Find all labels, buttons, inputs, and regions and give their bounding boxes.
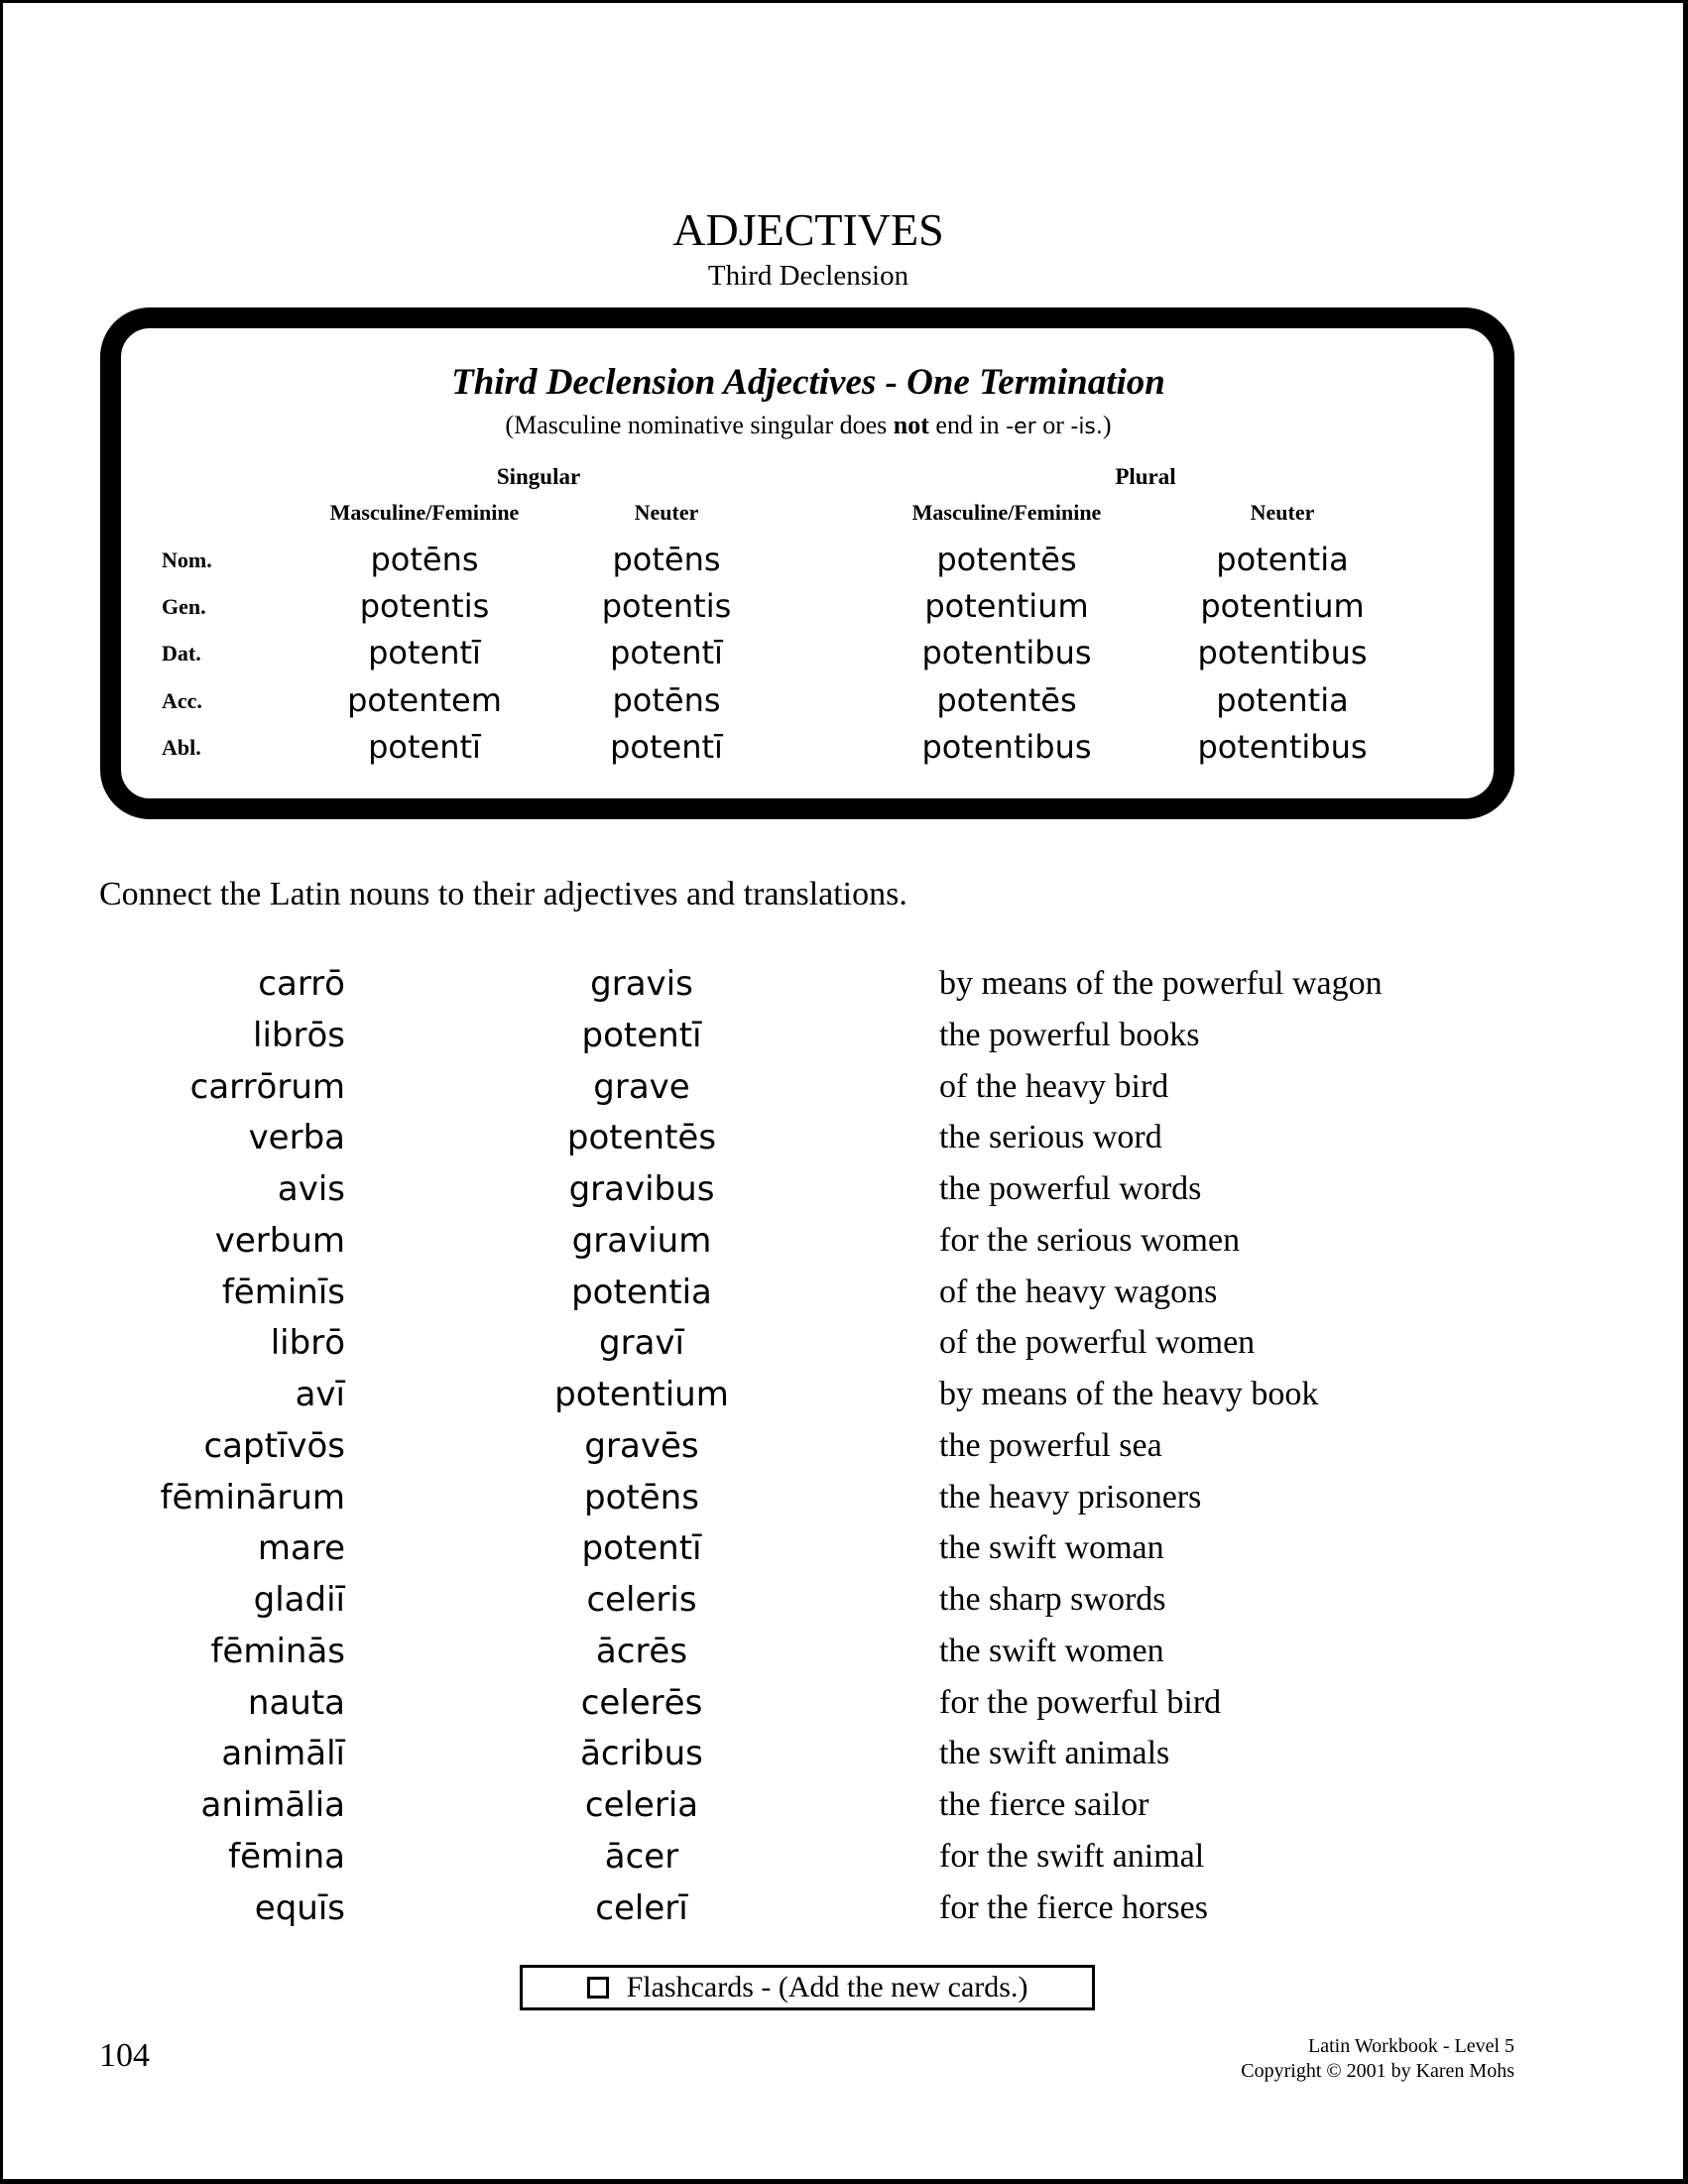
declension-form: potentī	[610, 728, 723, 766]
declension-form: potentibus	[1197, 728, 1368, 766]
page-title: ADJECTIVES	[672, 204, 944, 255]
latin-noun[interactable]: fēminīs	[221, 1273, 345, 1312]
latin-noun[interactable]: verba	[248, 1118, 345, 1157]
english-translation[interactable]: the fierce sailor	[939, 1786, 1149, 1823]
english-translation[interactable]: the swift animals	[939, 1735, 1170, 1771]
flashcards-box[interactable]	[520, 1965, 1095, 2010]
note-prefix: (Masculine nominative singular does	[505, 411, 894, 439]
group-singular: Singular	[496, 464, 581, 489]
declension-form: potēns	[370, 541, 479, 578]
english-translation[interactable]: of the powerful women	[939, 1324, 1256, 1361]
latin-noun[interactable]: avis	[277, 1169, 345, 1209]
latin-noun[interactable]: captīvōs	[203, 1426, 345, 1466]
declension-form: potentia	[1216, 541, 1349, 578]
latin-adjective[interactable]: celerēs	[580, 1683, 703, 1723]
latin-adjective[interactable]: ācribus	[580, 1734, 703, 1773]
latin-adjective[interactable]: ācrēs	[595, 1632, 688, 1671]
english-translation[interactable]: the powerful books	[939, 1017, 1200, 1053]
note-suffix: )	[1102, 411, 1112, 439]
english-translation[interactable]: the powerful words	[939, 1170, 1202, 1207]
english-translation[interactable]: the powerful sea	[939, 1427, 1162, 1464]
column-header: Neuter	[634, 500, 699, 525]
declension-form: potentium	[924, 587, 1089, 625]
english-translation[interactable]: of the heavy bird	[939, 1068, 1169, 1105]
latin-noun[interactable]: nauta	[247, 1683, 345, 1723]
english-translation[interactable]: the swift women	[939, 1633, 1164, 1669]
column-header: Masculine/Feminine	[329, 500, 520, 525]
footer-book-title: Latin Workbook - Level 5	[1308, 2035, 1514, 2057]
english-translation[interactable]: the heavy prisoners	[939, 1479, 1202, 1516]
declension-form: potentī	[368, 728, 481, 766]
latin-adjective[interactable]: potentēs	[566, 1118, 717, 1157]
note-bold: not	[893, 411, 929, 439]
declension-form: potentī	[368, 634, 481, 671]
page-number: 104	[99, 2037, 150, 2074]
declension-form: potentibus	[921, 728, 1092, 766]
latin-adjective[interactable]: potēns	[584, 1478, 699, 1517]
latin-noun[interactable]: verbum	[214, 1221, 345, 1261]
latin-noun[interactable]: mare	[257, 1528, 345, 1568]
declension-form: potentia	[1216, 681, 1349, 719]
latin-adjective[interactable]: celerī	[595, 1888, 688, 1928]
latin-noun[interactable]: fēmina	[228, 1837, 345, 1877]
group-plural: Plural	[1115, 464, 1176, 489]
footer-copyright: Copyright © 2001 by Karen Mohs	[1241, 2060, 1514, 2082]
declension-form: potēns	[612, 681, 721, 719]
latin-adjective[interactable]: gravī	[599, 1323, 684, 1363]
english-translation[interactable]: the swift woman	[939, 1529, 1164, 1566]
latin-adjective[interactable]: gravis	[590, 964, 693, 1004]
note-or: or	[1035, 411, 1071, 439]
declension-form: potentis	[359, 587, 490, 625]
case-label: Acc.	[162, 688, 202, 713]
english-translation[interactable]: for the powerful bird	[939, 1684, 1222, 1721]
column-header: Neuter	[1250, 500, 1315, 525]
page-subtitle: Third Declension	[707, 260, 909, 292]
latin-adjective[interactable]: gravium	[571, 1221, 712, 1261]
declension-form: potentem	[347, 681, 502, 719]
case-label: Nom.	[162, 547, 212, 572]
latin-noun[interactable]: fēminārum	[160, 1478, 345, 1517]
latin-adjective[interactable]: ācer	[604, 1837, 679, 1877]
latin-noun[interactable]: librō	[270, 1323, 345, 1363]
declension-form: potentibus	[1197, 634, 1368, 671]
english-translation[interactable]: the serious word	[939, 1119, 1162, 1155]
english-translation[interactable]: of the heavy wagons	[939, 1274, 1218, 1310]
latin-adjective[interactable]: gravēs	[584, 1426, 699, 1466]
latin-adjective[interactable]: potentium	[554, 1375, 729, 1414]
latin-noun[interactable]: carrō	[258, 964, 345, 1004]
declension-note	[505, 410, 1111, 443]
case-label: Gen.	[162, 594, 206, 619]
note-ending-is: -is.	[1070, 415, 1103, 439]
latin-adjective[interactable]: potentī	[581, 1528, 702, 1568]
declension-form: potentēs	[936, 541, 1077, 578]
column-header: Masculine/Feminine	[911, 500, 1102, 525]
note-middle: end in	[928, 411, 1007, 439]
exercise-instruction: Connect the Latin nouns to their adjectives and translations.	[99, 876, 907, 912]
declension-heading: Third Declension Adjectives - One Termination	[451, 362, 1165, 403]
english-translation[interactable]: by means of the heavy book	[939, 1376, 1319, 1412]
latin-noun[interactable]: librōs	[253, 1016, 345, 1055]
latin-adjective[interactable]: potentī	[581, 1016, 702, 1055]
latin-adjective[interactable]: celeria	[584, 1785, 699, 1825]
latin-noun[interactable]: animālī	[221, 1734, 345, 1773]
latin-adjective[interactable]: grave	[593, 1067, 690, 1107]
declension-form: potentis	[601, 587, 732, 625]
declension-form: potēns	[612, 541, 721, 578]
english-translation[interactable]: the sharp swords	[939, 1581, 1166, 1618]
declension-form: potentēs	[936, 681, 1077, 719]
latin-adjective[interactable]: potentia	[571, 1273, 712, 1312]
english-translation[interactable]: for the swift animal	[939, 1838, 1205, 1875]
flashcards-checkbox[interactable]	[587, 1977, 609, 1999]
latin-noun[interactable]: fēminās	[210, 1632, 345, 1671]
latin-noun[interactable]: equīs	[254, 1888, 345, 1928]
note-ending-er: -er	[1006, 415, 1036, 439]
flashcards-label: Flashcards - (Add the new cards.)	[626, 1971, 1028, 2003]
latin-noun[interactable]: avī	[295, 1375, 345, 1414]
latin-adjective[interactable]: gravibus	[568, 1169, 715, 1209]
english-translation[interactable]: for the serious women	[939, 1222, 1241, 1259]
declension-form: potentium	[1200, 587, 1365, 625]
english-translation[interactable]: for the fierce horses	[939, 1889, 1208, 1926]
english-translation[interactable]: by means of the powerful wagon	[939, 965, 1383, 1002]
case-label: Abl.	[162, 735, 201, 760]
declension-form: potentibus	[921, 634, 1092, 671]
latin-noun[interactable]: carrōrum	[189, 1067, 345, 1107]
latin-adjective[interactable]: celeris	[586, 1580, 697, 1620]
declension-form: potentī	[610, 634, 723, 671]
case-label: Dat.	[162, 641, 201, 666]
latin-noun[interactable]: animālia	[200, 1785, 345, 1825]
latin-noun[interactable]: gladiī	[253, 1580, 345, 1620]
